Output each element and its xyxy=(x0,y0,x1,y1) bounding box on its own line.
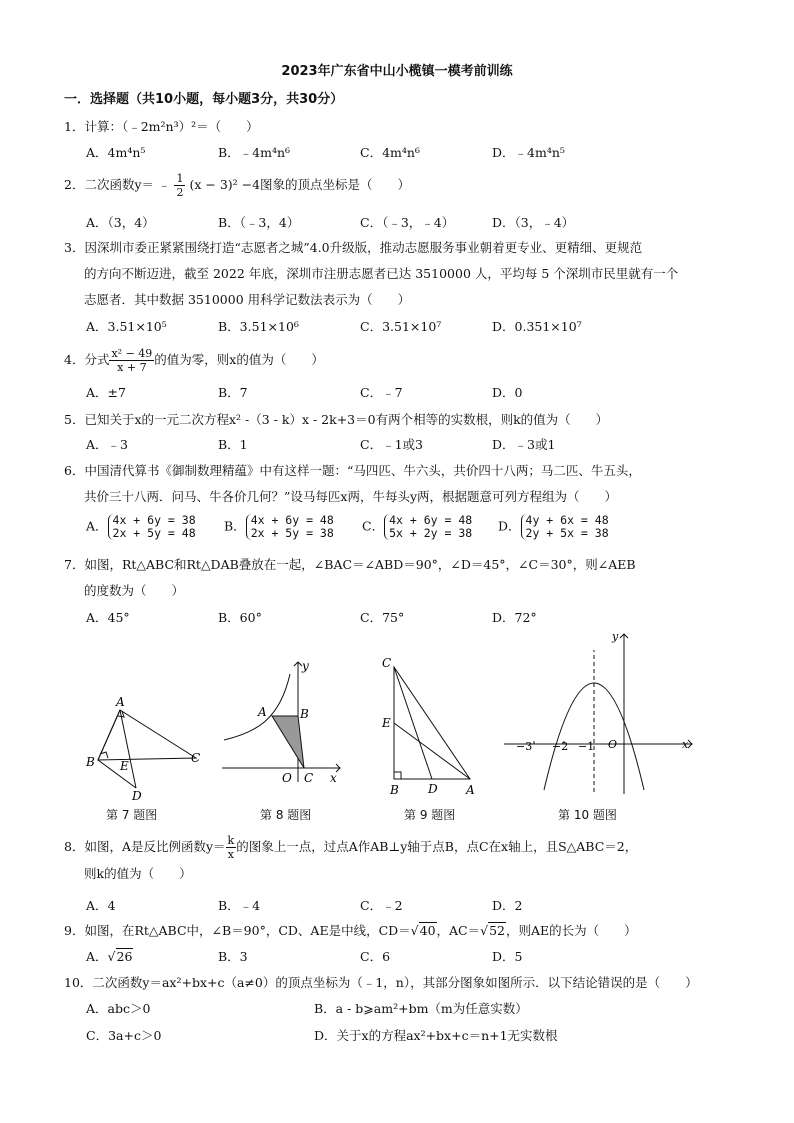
equation-system-c: 4x + 6y = 48 5x + 2y = 38 xyxy=(384,514,472,540)
page-title: 2023年广东省中山小榄镇一模考前训练 xyxy=(281,64,513,79)
fraction-half: $\frac{1}{2}$ xyxy=(176,172,184,199)
option-c[interactable]: C．6 xyxy=(360,949,391,964)
option-b[interactable]: B．a - b⩾am²+bm（m为任意实数） xyxy=(314,1001,528,1016)
option-d[interactable]: D．（3，﹣4） xyxy=(492,215,575,230)
option-b[interactable]: B．3 xyxy=(218,949,248,964)
question-8-pre: 8．如图，A是反比例函数y＝ xyxy=(64,839,226,854)
option-b[interactable]: B．﹣4m⁴n⁶ xyxy=(218,145,291,160)
segment-ad xyxy=(120,710,136,788)
question-6 xyxy=(64,458,744,510)
option-c[interactable]: C． 4x + 6y = 48 5x + 2y = 38 xyxy=(362,513,473,540)
question-3-line-1: 3．因深圳市委正紧紧围绕打造“志愿者之城”4.0升级版，推动志愿服务事业朝着更专业、更精细、更规范 xyxy=(64,240,643,255)
label-d: D xyxy=(132,789,142,800)
question-8 xyxy=(64,834,744,887)
question-2 xyxy=(64,172,744,199)
question-10-options-row-2 xyxy=(86,1026,746,1048)
question-1-options xyxy=(86,143,746,165)
question-9-stem: 9．如图，在Rt△ABC中，∠B＝90°，CD、AE是中线，CD＝√40，AC＝√52，则AE的长为（ ） xyxy=(64,923,637,938)
figure-7 xyxy=(78,690,208,800)
question-6-line-2: 共价三十八两．问马、牛各价几何？”设马每匹x两，牛每头y两，根据题意可列方程组为（ ） xyxy=(84,489,618,504)
label-a: A xyxy=(258,705,267,719)
question-5-stem: 5．已知关于x的一元二次方程x² -（3 - k）x - 2k+3＝0有两个相等的实数根，则k的值为（ ） xyxy=(64,412,609,427)
question-3-line-3: 志愿者．其中数据 3510000 用科学记数法表示为（ ） xyxy=(84,292,411,307)
option-c[interactable]: C．75° xyxy=(360,610,405,625)
section-heading: 一．选择题（共10小题，每小题3分，共30分） xyxy=(64,92,344,107)
option-b[interactable]: B．3.51×10⁶ xyxy=(218,319,299,334)
segment-bd xyxy=(98,760,136,788)
question-4-options xyxy=(86,383,746,405)
question-7-line-2: 的度数为（ ） xyxy=(84,583,185,598)
fraction-k-over-x: $\frac{k}{x}$ xyxy=(227,834,235,861)
option-a[interactable]: A．3.51×10⁵ xyxy=(86,319,167,334)
figure-7-caption: 第 7 题图 xyxy=(106,808,158,822)
option-d[interactable]: D．0 xyxy=(492,385,523,400)
triangle-abc xyxy=(98,710,196,760)
segment-ab xyxy=(98,710,120,760)
figure-8-caption: 第 8 题图 xyxy=(260,808,312,822)
option-b[interactable]: B．﹣4 xyxy=(218,898,261,913)
figure-10 xyxy=(500,628,700,798)
option-b[interactable]: B．（﹣3，4） xyxy=(218,215,300,230)
fraction-x2-49: $\frac{\text{x² − 49}}{x + 7}$ xyxy=(111,347,153,374)
option-d[interactable]: D．﹣4m⁴n⁵ xyxy=(492,145,565,160)
question-8-options xyxy=(86,896,746,918)
option-b[interactable]: B．7 xyxy=(218,385,248,400)
tick-label-minus-2: −2 xyxy=(552,740,569,753)
question-8-post: 的图象上一点，过点A作AB⊥y轴于点B，点C在x轴上，且S△ABC＝2， xyxy=(236,839,638,854)
question-10-stem: 10．二次函数y＝ax²+bx+c（a≠0）的顶点坐标为（﹣1，n），其部分图象如图所示．以下结论错误的是（ ） xyxy=(64,975,698,990)
label-x: x xyxy=(330,771,337,785)
equation-system-d: 4y + 6x = 48 2y + 5x = 38 xyxy=(521,514,609,540)
option-a[interactable]: A．（3，4） xyxy=(86,215,155,230)
label-b: B xyxy=(86,755,95,769)
label-e: E xyxy=(382,716,391,730)
equation-system-b: 4x + 6y = 48 2x + 5y = 38 xyxy=(246,514,334,540)
label-y: y xyxy=(302,659,309,673)
option-b[interactable]: B．1 xyxy=(218,437,248,452)
label-c: C xyxy=(191,751,201,765)
label-o: O xyxy=(282,771,292,785)
question-1-stem: 1．计算：（﹣2m²n³）²＝（ ） xyxy=(64,119,259,134)
question-1 xyxy=(64,114,744,140)
question-7 xyxy=(64,552,744,604)
question-9-mid: ，AC＝ xyxy=(436,923,481,938)
question-4-pre: 4．分式 xyxy=(64,352,110,367)
question-4-post: 的值为零，则x的值为（ ） xyxy=(154,352,324,367)
option-d[interactable]: D．关于x的方程ax²+bx+c＝n+1无实数根 xyxy=(314,1028,558,1043)
question-10-options-row-1 xyxy=(86,999,746,1021)
question-9-options xyxy=(86,947,746,969)
label-d: D xyxy=(428,782,438,796)
option-a[interactable]: A．abc＞0 xyxy=(86,1001,151,1016)
question-2-pre: 2．二次函数y＝ ﹣ xyxy=(64,177,171,192)
option-c[interactable]: C．3a+c＞0 xyxy=(86,1028,162,1043)
triangle-abc xyxy=(394,667,470,779)
triangle-abc-shaded xyxy=(272,716,304,768)
question-5 xyxy=(64,407,744,433)
label-o: O xyxy=(608,738,618,751)
equation-system-a: 4x + 6y = 38 2x + 5y = 48 xyxy=(108,514,196,540)
option-a[interactable]: A． 4x + 6y = 38 2x + 5y = 48 xyxy=(86,513,196,540)
sqrt-52: 52 xyxy=(489,923,505,938)
label-a: A xyxy=(466,783,475,797)
option-c[interactable]: C．3.51×10⁷ xyxy=(360,319,442,334)
question-4 xyxy=(64,347,744,374)
label-e: E xyxy=(120,759,129,773)
question-7-options xyxy=(86,608,746,630)
figure-8 xyxy=(218,658,348,786)
option-c[interactable]: C．﹣7 xyxy=(360,385,403,400)
question-2-stem xyxy=(64,172,744,199)
question-3-options xyxy=(86,317,746,339)
figure-9-caption: 第 9 题图 xyxy=(404,808,456,822)
question-9 xyxy=(64,918,744,944)
option-a[interactable]: A．4 xyxy=(86,898,116,913)
question-7-line-1: 7．如图，Rt△ABC和Rt△DAB叠放在一起，∠BAC＝∠ABD＝90°，∠D＝45°，∠C＝30°，则∠AEB xyxy=(64,557,636,572)
sqrt-40: 40 xyxy=(419,923,436,938)
question-10 xyxy=(64,970,744,996)
tick-label-minus-1: −1 xyxy=(578,740,595,753)
question-9-pre: 9．如图，在Rt△ABC中，∠B＝90°，CD、AE是中线，CD＝ xyxy=(64,923,411,938)
option-d[interactable]: D．2 xyxy=(492,898,523,913)
figure-10-caption: 第 10 题图 xyxy=(558,808,617,822)
option-a[interactable]: A．45° xyxy=(86,610,130,625)
label-y: y xyxy=(612,630,619,643)
label-c: C xyxy=(382,656,392,670)
question-9-post: ，则AE的长为（ ） xyxy=(506,923,637,938)
question-4-stem xyxy=(64,347,744,374)
question-6-options xyxy=(86,514,746,544)
question-3 xyxy=(64,235,744,313)
option-c[interactable]: C．﹣1或3 xyxy=(360,437,423,452)
question-5-options xyxy=(86,435,746,457)
option-a[interactable]: A．±7 xyxy=(86,385,126,400)
option-d[interactable]: D．0.351×10⁷ xyxy=(492,319,582,334)
figure-9 xyxy=(378,655,488,800)
question-8-line-2: 则k的值为（ ） xyxy=(84,866,192,881)
label-c: C xyxy=(304,771,314,785)
option-c[interactable]: C．﹣2 xyxy=(360,898,403,913)
label-a: A xyxy=(116,695,125,709)
option-d[interactable]: D．72° xyxy=(492,610,537,625)
option-a[interactable]: A．√26 xyxy=(86,949,133,964)
option-a[interactable]: A．4m⁴n⁵ xyxy=(86,145,146,160)
question-3-line-2: 的方向不断迈进，截至 2022 年底，深圳市注册志愿者已达 3510000 人，平均每 5 个深圳市民里就有一个 xyxy=(84,266,679,281)
question-2-options xyxy=(86,213,746,235)
right-angle-mark-b xyxy=(394,772,401,779)
tick-label-minus-3: −3 xyxy=(516,740,533,753)
label-x: x xyxy=(682,738,689,751)
option-a[interactable]: A．﹣3 xyxy=(86,437,128,452)
option-d[interactable]: D．﹣3或1 xyxy=(492,437,556,452)
median-ae xyxy=(394,723,470,779)
option-c[interactable]: C．4m⁴n⁶ xyxy=(360,145,420,160)
question-2-post: (x − 3)² −4图象的顶点坐标是（ ） xyxy=(189,177,411,192)
option-d[interactable]: D． 4y + 6x = 48 2y + 5x = 38 xyxy=(498,513,609,540)
option-b[interactable]: B． 4x + 6y = 48 2x + 5y = 38 xyxy=(224,513,334,540)
option-c[interactable]: C．（﹣3，﹣4） xyxy=(360,215,455,230)
label-b: B xyxy=(390,783,399,797)
label-b: B xyxy=(300,707,309,721)
option-b[interactable]: B．60° xyxy=(218,610,262,625)
question-6-line-1: 6．中国清代算书《御制数理精蕴》中有这样一题：“马四匹、牛六头，共价四十八两；马二匹、牛五头， xyxy=(64,463,641,478)
question-8-line-1 xyxy=(64,834,744,861)
median-cd xyxy=(394,667,432,779)
option-d[interactable]: D．5 xyxy=(492,949,523,964)
